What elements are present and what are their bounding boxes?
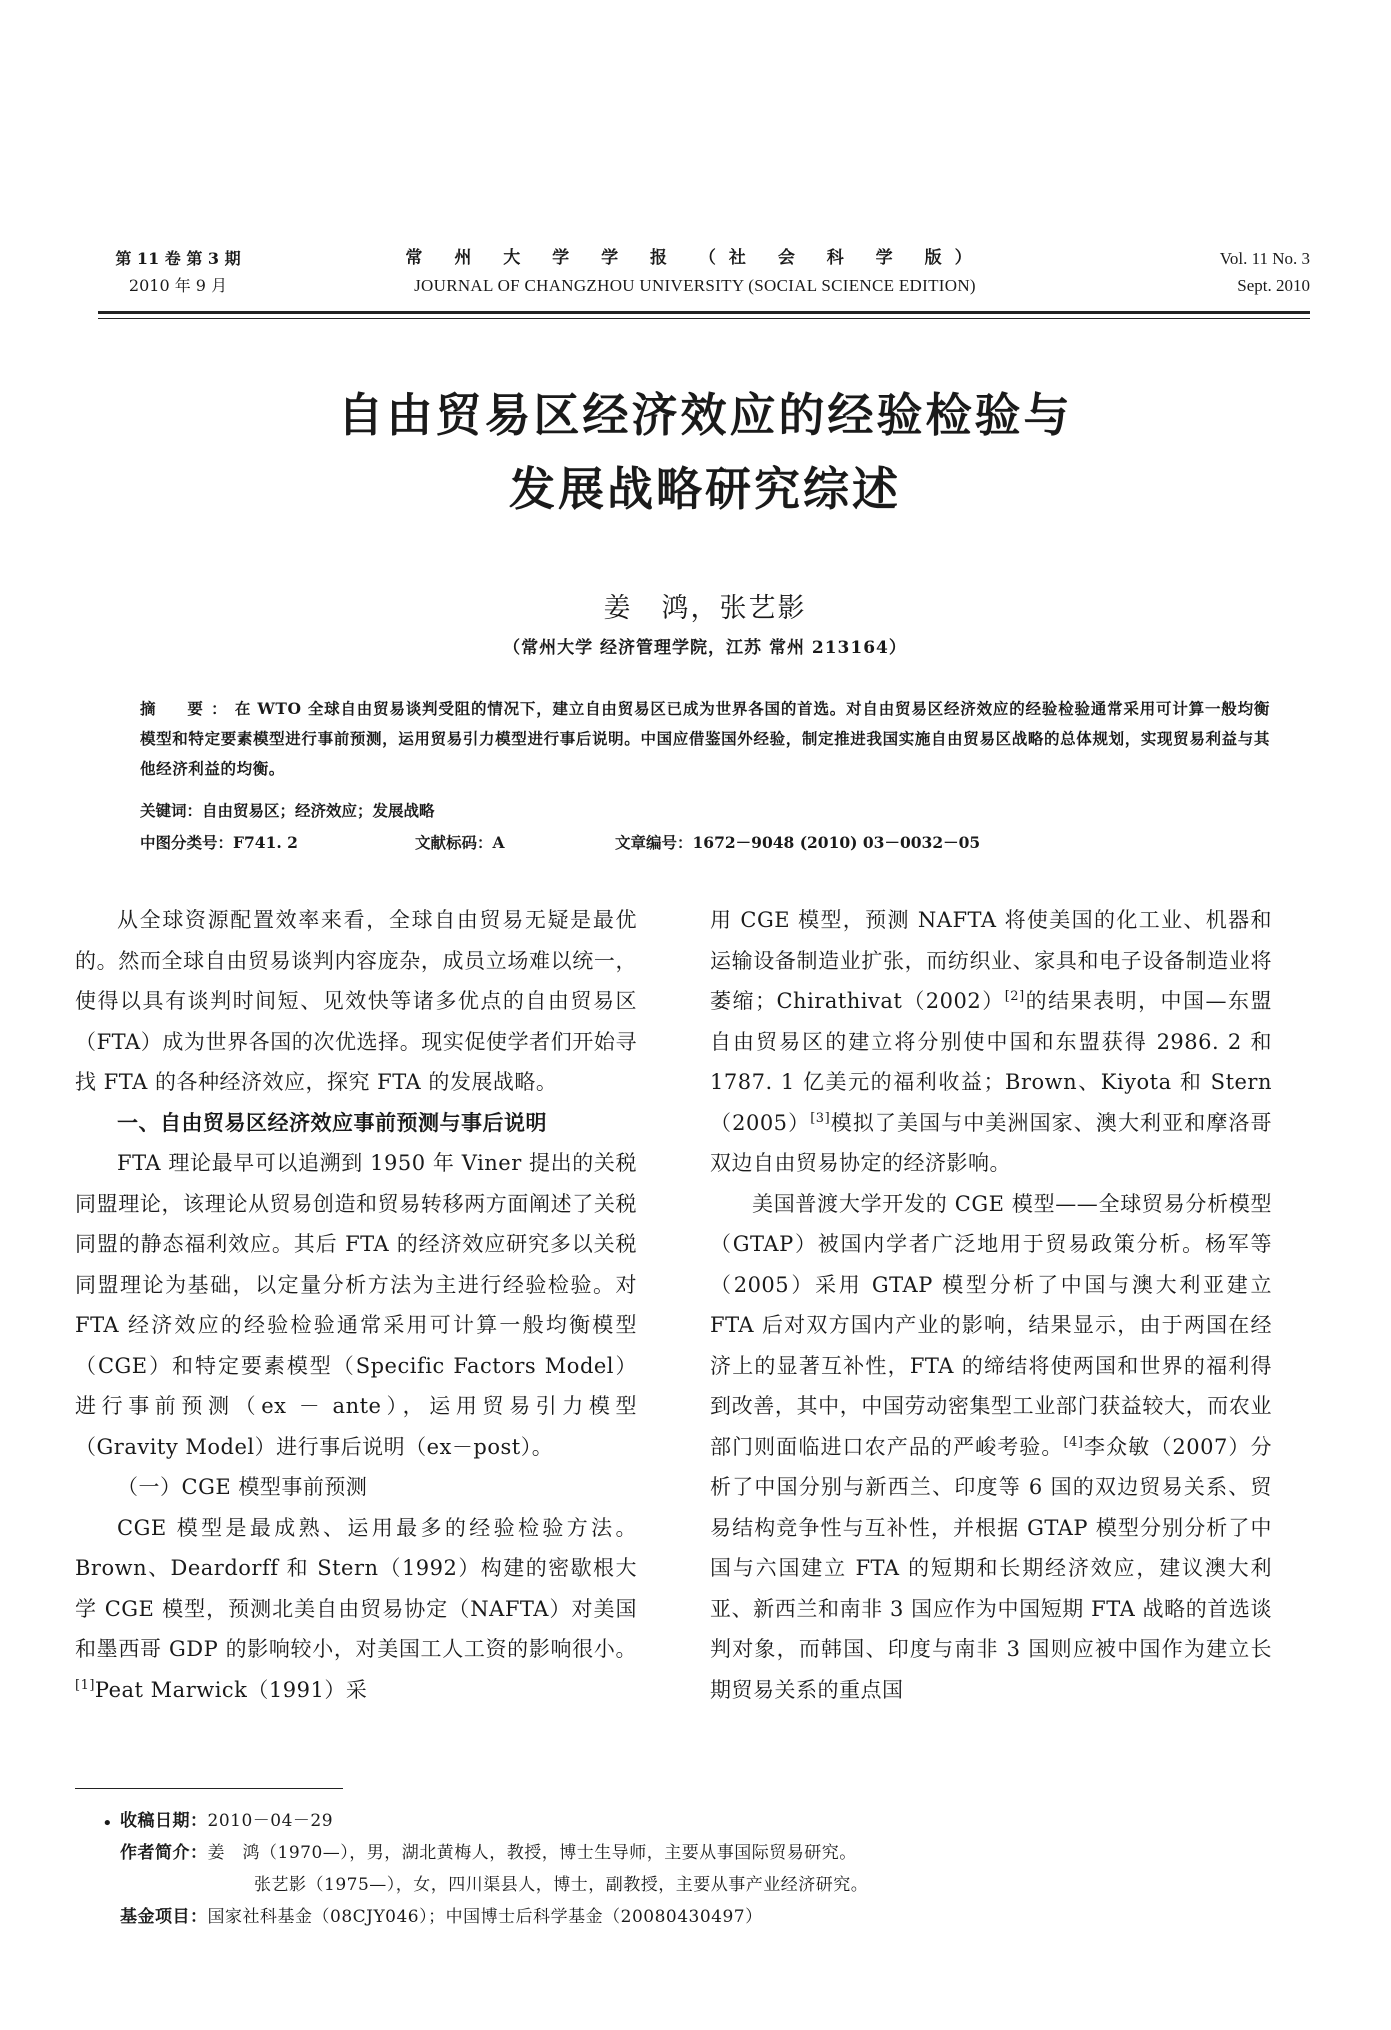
body-column-right [710, 900, 1272, 1710]
volume-issue-cn: 第 11 卷 第 3 期 [115, 249, 241, 268]
funding-value: 国家社科基金（08CJY046）；中国博士后科学基金（20080430497） [207, 1907, 763, 1927]
citation-ref: [3] [810, 1110, 831, 1126]
header-issue-en [1150, 245, 1310, 299]
subsection-heading: （一）CGE 模型事前预测 [117, 1475, 368, 1499]
author-bio-1 [120, 1838, 1300, 1868]
article-number [615, 828, 980, 858]
clc-label: 中图分类号： [140, 833, 234, 852]
clc-value: F741. 2 [233, 833, 298, 852]
title-line-1: 自由贸易区经济效应的经验检验与 [337, 388, 1073, 442]
keywords-label: 关键词： [140, 801, 203, 820]
header-rule-thin [98, 318, 1310, 319]
funding-label: 基金项目： [120, 1907, 208, 1927]
volume-issue-en: Vol. 11 No. 3 [1219, 249, 1310, 268]
header-rule-thick [98, 311, 1310, 314]
abstract [140, 694, 1270, 784]
received-value: 2010－04－29 [207, 1811, 334, 1831]
affiliation: （常州大学 经济管理学院，江苏 常州 213164） [503, 638, 907, 658]
doc-code-label: 文献标码： [415, 833, 493, 852]
paragraph: FTA 理论最早可以追溯到 1950 年 Viner 提出的关税同盟理论，该理论从贸易创造和贸易转移两方面阐述了关税同盟的静态福利效应。其后 FTA 的经济效应研究多以关税同盟理论为基础，以定量分析方法为主进行经验检验。对 FTA 经济效应的经验检验通常采用可计算一般均衡模型（CGE）和特定要素模型（Specific Factors Model）进行事前预测（ex － ante），运用贸易引力模型（Gravity Model）进行事后说明（ex－post）。 [75, 1151, 637, 1459]
citation-ref: [4] [1063, 1434, 1084, 1450]
paragraph: 从全球资源配置效率来看，全球自由贸易无疑是最优的。然而全球自由贸易谈判内容庞杂，成员立场难以统一，使得以具有谈判时间短、见效快等诸多优点的自由贸易区（FTA）成为世界各国的次优选择。现实促使学者们开始寻找 FTA 的各种经济效应，探究 FTA 的发展战略。 [75, 908, 637, 1094]
article-no-label: 文章编号： [615, 833, 693, 852]
section-heading: 一、自由贸易区经济效应事前预测与事后说明 [117, 1110, 547, 1135]
paragraph-text: 的结果表明，中国—东盟自由贸易区的建立将分别使中国和东盟获得 2986. 2 和 1787. 1 亿美元的福利收益；Brown、Kiyota 和 Stern（2005） [710, 989, 1272, 1135]
paragraph-text: 李众敏（2007）分析了中国分别与新西兰、印度等 6 国的双边贸易关系、贸易结构竞争性与互补性，并根据 GTAP 模型分别分析了中国与六国建立 FTA 的短期和长期经济效应，建议澳大利亚、新西兰和南非 3 国应作为中国短期 FTA 战略的首选谈判对象，而韩国、印度与南非 3 国则应被中国作为建立长期贸易关系的重点国 [710, 1434, 1272, 1702]
citation-ref: [1] [75, 1677, 95, 1693]
abstract-label: 摘 要： [140, 699, 235, 718]
received-date [120, 1806, 1300, 1836]
keywords [140, 796, 1270, 826]
journal-name [300, 245, 1090, 299]
author-bio-label: 作者简介： [120, 1843, 208, 1863]
title-line-2: 发展战略研究综述 [509, 462, 901, 516]
paragraph-text: CGE 模型是最成熟、运用最多的经验检验方法。Brown、Deardorff 和 Stern（1992）构建的密歇根大学 CGE 模型，预测北美自由贸易协定（NAFTA）对美国和墨西哥 GDP 的影响较小，对美国工人工资的影响很小。 [75, 1515, 637, 1661]
paragraph-text: 美国普渡大学开发的 CGE 模型——全球贸易分析模型（GTAP）被国内学者广泛地用于贸易政策分析。杨军等（2005）采用 GTAP 模型分析了中国与澳大利亚建立 FTA 后对双方国内产业的影响，结果显示，由于两国在经济上的显著互补性，FTA 的缔结将使两国和世界的福利得到改善，其中，中国劳动密集型工业部门获益较大，而农业部门则面临进口农产品的严峻考验。 [710, 1191, 1272, 1459]
paragraph-text: 用 CGE 模型，预测 NAFTA 将使美国的化工业、机器和运输设备制造业扩张，而纺织业、家具和电子设备制造业将萎缩；Chirathivat（2002） [710, 908, 1272, 1013]
author-bio-value: 张艺影（1975—），女，四川渠县人，博士，副教授，主要从事产业经济研究。 [254, 1875, 869, 1895]
document-code [415, 828, 505, 858]
body-column-left [75, 900, 637, 1710]
received-label: 收稿日期： [120, 1811, 208, 1831]
paragraph-text: 模拟了美国与中美洲国家、澳大利亚和摩洛哥双边自由贸易协定的经济影响。 [710, 1110, 1273, 1175]
citation-ref: [2] [1004, 989, 1025, 1004]
paragraph [75, 1508, 637, 1711]
date-cn: 2010 年 9 月 [128, 276, 228, 295]
authors: 姜 鸿，张艺影 [603, 593, 807, 624]
article-title [140, 378, 1270, 526]
author-bio-value: 姜 鸿（1970—），男，湖北黄梅人，教授，博士生导师，主要从事国际贸易研究。 [207, 1843, 857, 1863]
doc-code-value: A [492, 833, 505, 852]
footnote-bullet: • [102, 1813, 113, 1834]
paragraph-text: Peat Marwick（1991）采 [94, 1677, 368, 1702]
footnote-rule [75, 1788, 343, 1789]
abstract-text: 在 WTO 全球自由贸易谈判受阻的情况下，建立自由贸易区已成为世界各国的首选。对自由贸易区经济效应的经验检验通常采用可计算一般均衡模型和特定要素模型进行事前预测，运用贸易引力模型进行事后说明。中国应借鉴国外经验，制定推进我国实施自由贸易区战略的总体规划，实现贸易利益与其他经济利益的均衡。 [140, 699, 1270, 778]
date-en: Sept. 2010 [1237, 276, 1310, 295]
journal-name-cn: 常 州 大 学 学 报 （社 会 科 学 版） [405, 248, 985, 268]
clc-number [140, 828, 298, 858]
keywords-text: 自由贸易区；经济效应；发展战略 [202, 801, 435, 820]
header-issue-cn [98, 245, 258, 299]
paragraph [710, 900, 1272, 1184]
funding [120, 1902, 1300, 1932]
article-no-value: 1672－9048 (2010) 03－0032－05 [692, 833, 981, 852]
journal-name-en: JOURNAL OF CHANGZHOU UNIVERSITY (SOCIAL SCIENCE EDITION) [414, 276, 976, 295]
author-bio-2 [254, 1870, 1391, 1900]
paragraph [710, 1184, 1272, 1711]
